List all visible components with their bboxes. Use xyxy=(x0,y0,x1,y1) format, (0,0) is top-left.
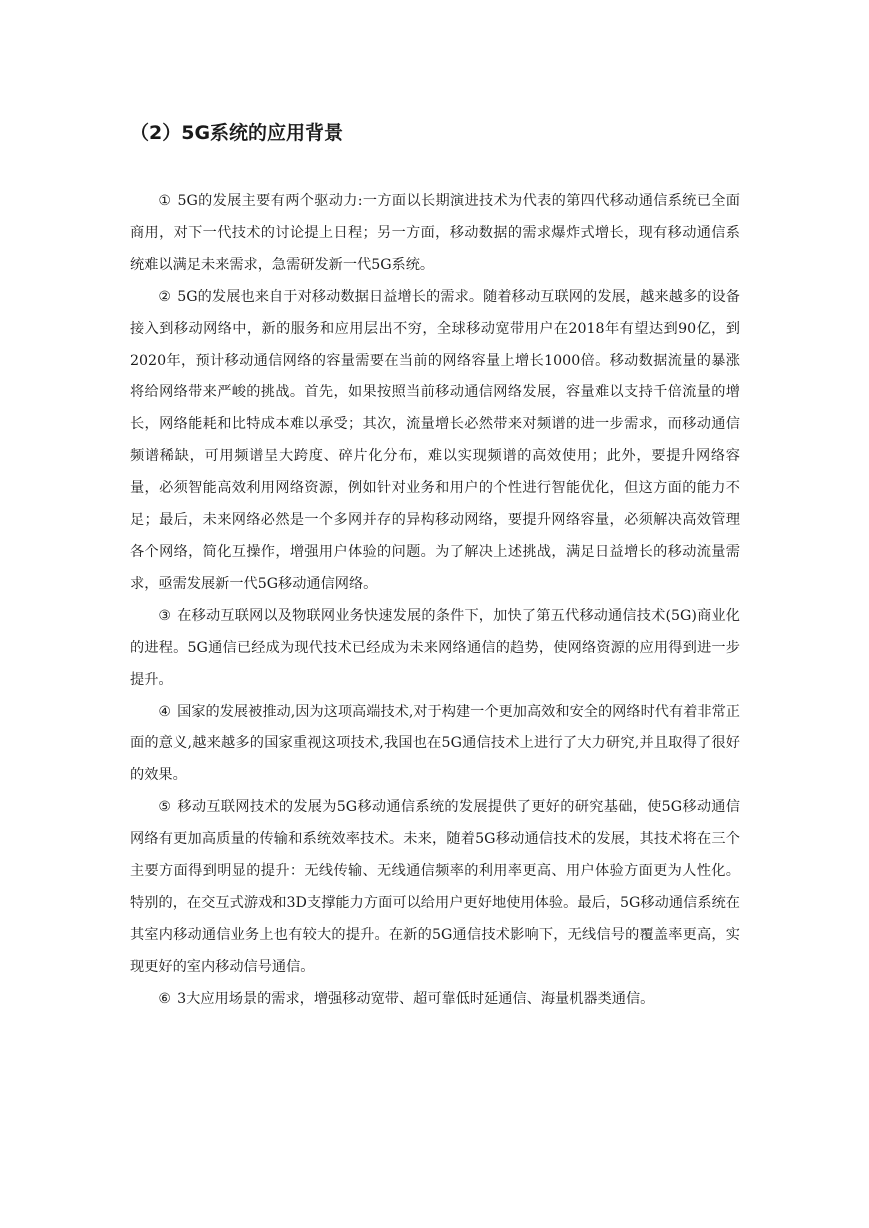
paragraph-marker: ④ xyxy=(158,703,172,720)
paragraph-text: 5G的发展主要有两个驱动力:一方面以长期演进技术为代表的第四代移动通信系统已全面商用，对下一代技术的讨论提上日程；另一方面，移动数据的需求爆炸式增长，现有移动通信系统难以满足未来需求，急需研发新一代5G系统。 xyxy=(130,193,740,273)
section-heading: （2）5G系统的应用背景 xyxy=(130,122,344,144)
paragraph-text: 移动互联网技术的发展为5G移动通信系统的发展提供了更好的研究基础，使5G移动通信网络有更加高质量的传输和系统效率技术。未来，随着5G移动通信技术的发展，其技术将在三个主要方面得到明显的提升：无线传输、无线通信频率的利用率更高、用户体验方面更为人性化。特别的，在交互式游戏和3D支撑能力方面可以给用户更好地使用体验。最后，5G移动通信系统在其室内移动通信业务上也有较大的提升。在新的5G通信技术影响下，无线信号的覆盖率更高，实现更好的室内移动信号通信。 xyxy=(130,799,740,975)
paragraph-text: 3大应用场景的需求，增强移动宽带、超可靠低时延通信、海量机器类通信。 xyxy=(177,990,655,1007)
paragraph-marker: ① xyxy=(158,193,172,209)
paragraph-3 xyxy=(130,601,740,697)
paragraph-6 xyxy=(130,984,740,1016)
paragraph-text: 国家的发展被推动,因为这项高端技术,对于构建一个更加高效和安全的网络时代有着非常正面的意义,越来越多的国家重视这项技术,我国也在5G通信技术上进行了大力研究,并且取得了很好的效果。 xyxy=(130,703,740,784)
paragraph-marker: ② xyxy=(158,288,172,305)
paragraph-marker: ③ xyxy=(158,607,172,624)
paragraph-text: 5G的发展也来自于对移动数据日益增长的需求。随着移动互联网的发展，越来越多的设备接入到移动网络中，新的服务和应用层出不穷，全球移动宽带用户在2018年有望达到90亿，到2020年，预计移动通信网络的容量需要在当前的网络容量上增长1000倍。移动数据流量的暴涨将给网络带来严峻的挑战。首先，如果按照当前移动通信网络发展，容量难以支持千倍流量的增长，网络能耗和比特成本难以承受；其次，流量增长必然带来对频谱的进一步需求，而移动通信频谱稀缺，可用频谱呈大跨度、碎片化分布，难以实现频谱的高效使用；此外，要提升网络容量，必须智能高效利用网络资源，例如针对业务和用户的个性进行智能优化，但这方面的能力不足；最后，未来网络必然是一个多网并存的异构移动网络，要提升网络容量，必须解决高效管理各个网络，简化互操作，增强用户体验的问题。为了解决上述挑战，满足日益增长的移动流量需求，亟需发展新一代5G移动通信网络。 xyxy=(130,288,740,592)
paragraph-5 xyxy=(130,792,740,983)
paragraph-marker: ⑤ xyxy=(158,799,172,816)
paragraph-4 xyxy=(130,697,740,793)
paragraph-text: 在移动互联网以及物联网业务快速发展的条件下，加快了第五代移动通信技术(5G)商业化的进程。5G通信已经成为现代技术已经成为未来网络通信的趋势，使网络资源的应用得到进一步提升。 xyxy=(130,607,740,688)
paragraph-marker: ⑥ xyxy=(158,990,172,1007)
paragraph-1 xyxy=(130,186,740,282)
paragraph-2 xyxy=(130,282,740,601)
body-text xyxy=(130,186,740,1016)
